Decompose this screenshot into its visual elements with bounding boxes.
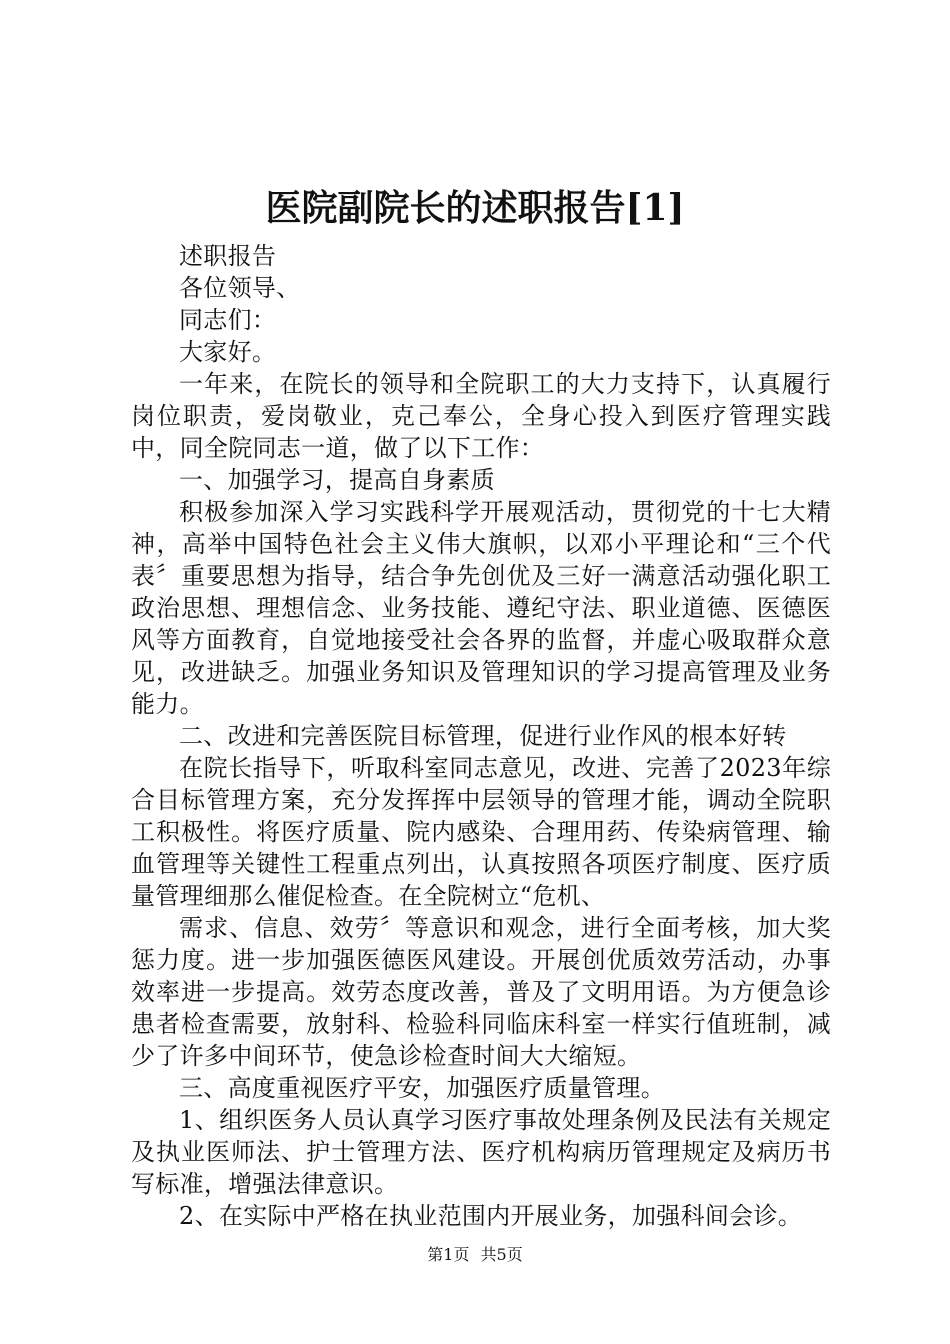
paragraph: 在院长指导下，听取科室同志意见，改进、完善了2023年综合目标管理方案，充分发挥挥中层领导的管理才能，调动全院职工积极性。将医疗质量、院内感染、合理用药、传染病管理、输血管理等关键性工程重点列出，认真按照各项医疗制度、医疗质量管理细那么催促检查。在全院树立“危机、 <box>131 754 831 910</box>
section-heading: 三、高度重视医疗平安，加强医疗质量管理。 <box>179 1074 665 1102</box>
paragraph: 需求、信息、效劳〞等意识和观念，进行全面考核，加大奖惩力度。进一步加强医德医风建设。开展创优质效劳活动，办事效率进一步提高。效劳态度改善，普及了文明用语。为方便急诊患者检查需要，放射科、检验科同临床科室一样实行值班制，减少了许多中间环节，使急诊检查时间大大缩短。 <box>131 914 831 1070</box>
paragraph: 大家好。 <box>179 338 277 366</box>
paragraph: 积极参加深入学习实践科学开展观活动，贯彻党的十七大精神，高举中国特色社会主义伟大旗帜，以邓小平理论和“三个代表〞重要思想为指导，结合争先创优及三好一满意活动强化职工政治思想、理想信念、业务技能、遵纪守法、职业道德、医德医风等方面教育，自觉地接受社会各界的监督，并虚心吸取群众意见，改进缺乏。加强业务知识及管理知识的学习提高管理及业务能力。 <box>131 498 831 718</box>
section-heading: 一、加强学习，提高自身素质 <box>179 466 495 494</box>
paragraph: 述职报告 <box>179 242 277 270</box>
paragraph: 各位领导、 <box>179 274 301 302</box>
page-total: 共5页 <box>480 1245 523 1264</box>
paragraph: 1、组织医务人员认真学习医疗事故处理条例及民法有关规定及执业医师法、护士管理方法、医疗机构病历管理规定及病历书写标准，增强法律意识。 <box>131 1106 831 1198</box>
paragraph: 一年来，在院长的领导和全院职工的大力支持下，认真履行岗位职责，爱岗敬业，克己奉公，全身心投入到医疗管理实践中，同全院同志一道，做了以下工作： <box>131 370 831 462</box>
page-footer <box>0 1244 950 1266</box>
document-body <box>131 240 831 1232</box>
page-number: 第1页 <box>427 1245 470 1264</box>
section-heading: 二、改进和完善医院目标管理，促进行业作风的根本好转 <box>179 722 787 750</box>
page-title: 医院副院长的述职报告[1] <box>265 187 685 229</box>
paragraph: 同志们： <box>179 306 277 334</box>
paragraph: 2、在实际中严格在执业范围内开展业务，加强科间会诊。 <box>179 1202 803 1230</box>
